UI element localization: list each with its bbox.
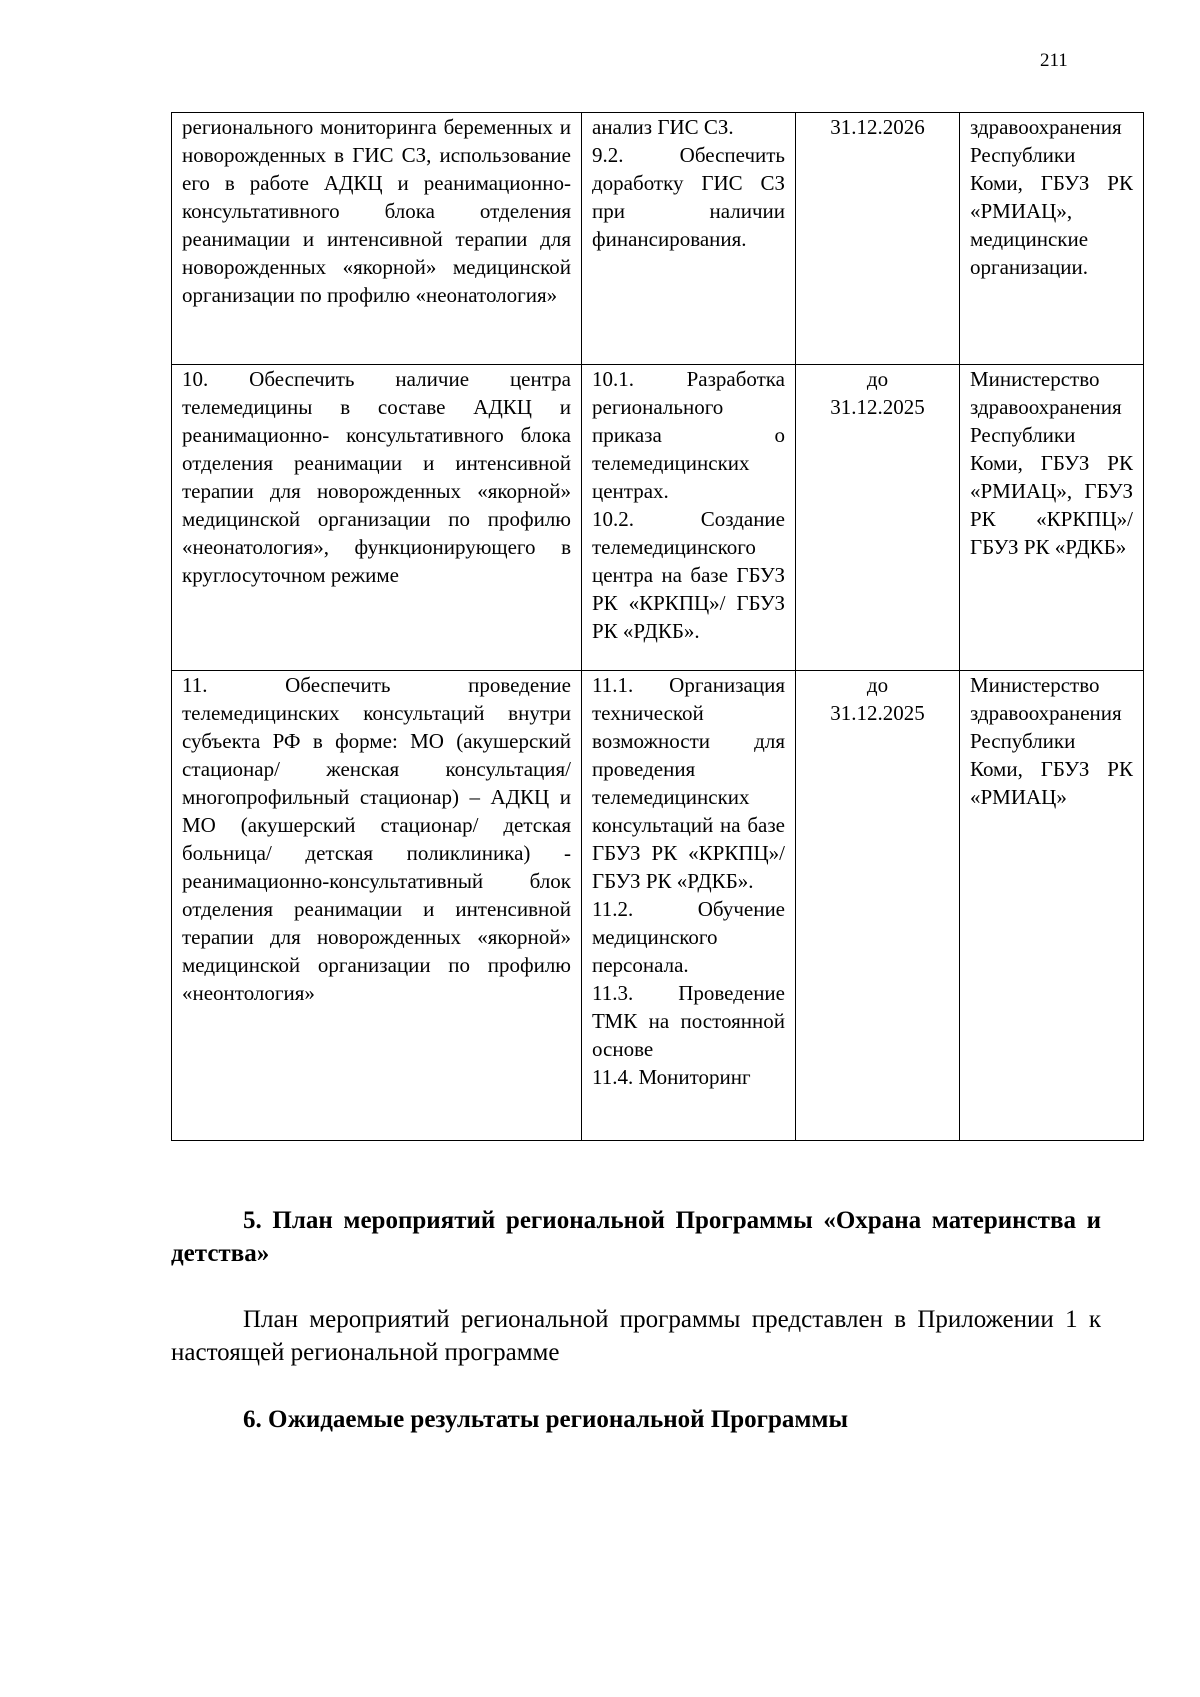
action-item: 11.4. Мониторинг — [592, 1065, 751, 1089]
responsible-cell: здравоохранения Республики Коми, ГБУЗ РК «РМИАЦ», медицинские организации. — [960, 113, 1144, 365]
action-item: 10.1. Разработка регионального приказа о телемедицинских центрах. — [592, 367, 785, 503]
task-cell: 11. Обеспечить проведение телемедицинских консультаций внутри субъекта РФ в форме: МО (акушерский стационар/ женская консультация/ многопрофильный стационар) – АДКЦ и МО (акушерский стационар/ детская больница/ детская поликлиника) - реанимационно-консультативный блок отделения реанимации и интенсивной терапии для новорожденных «якорной» медицинской организации по профилю «неонтология» — [172, 671, 582, 1141]
task-cell: 10. Обеспечить наличие центра телемедицины в составе АДКЦ и реанимационно- консультативного блока отделения реанимации и интенсивной терапии для новорожденных «якорной» медицинской организации по профилю «неонатология», функционирующего в круглосуточном режиме — [172, 365, 582, 671]
measures-table — [171, 112, 1144, 1141]
deadline-prefix: до — [866, 673, 889, 697]
deadline-cell — [796, 365, 960, 671]
action-item: 10.2. Создание телемедицинского центра на базе ГБУЗ РК «КРКПЦ»/ ГБУЗ РК «РДКБ». — [592, 507, 785, 643]
table-row — [172, 113, 1144, 365]
deadline-cell — [796, 671, 960, 1141]
action-item: анализ ГИС СЗ. — [592, 115, 734, 139]
action-item: 11.3. Проведение ТМК на постоянной основе — [592, 981, 785, 1061]
section-5-paragraph: План мероприятий региональной программы представлен в Приложении 1 к настоящей региональной программе — [171, 1306, 1101, 1366]
actions-cell — [582, 671, 796, 1141]
deadline-prefix: до — [866, 367, 889, 391]
actions-cell — [582, 113, 796, 365]
task-cell: регионального мониторинга беременных и новорожденных в ГИС СЗ, использование его в работе АДКЦ и реанимационно-консультативного блока отделения реанимации и интенсивной терапии для новорожденных «якорной» медицинской организации по профилю «неонатология» — [172, 113, 582, 365]
table-row — [172, 365, 1144, 671]
deadline-cell — [796, 113, 960, 365]
deadline-date: 31.12.2025 — [830, 395, 925, 419]
responsible-cell: Министерство здравоохранения Республики Коми, ГБУЗ РК «РМИАЦ» — [960, 671, 1144, 1141]
table-row — [172, 671, 1144, 1141]
deadline-date: 31.12.2025 — [830, 701, 925, 725]
action-item: 11.2. Обучение медицинского персонала. — [592, 897, 785, 977]
deadline-date: 31.12.2026 — [830, 115, 925, 139]
actions-cell — [582, 365, 796, 671]
section-5-heading: 5. План мероприятий региональной Программы «Охрана материнства и детства» — [171, 1207, 1101, 1267]
responsible-cell: Министерство здравоохранения Республики Коми, ГБУЗ РК «РМИАЦ», ГБУЗ РК «КРКПЦ»/ ГБУЗ РК «РДКБ» — [960, 365, 1144, 671]
page-number: 211 — [1040, 50, 1068, 71]
action-item: 9.2. Обеспечить доработку ГИС СЗ при наличии финансирования. — [592, 143, 785, 251]
action-item: 11.1. Организация технической возможности для проведения телемедицинских консультаций на базе ГБУЗ РК «КРКПЦ»/ ГБУЗ РК «РДКБ». — [592, 673, 785, 893]
section-6-heading: 6. Ожидаемые результаты региональной Программы — [243, 1406, 848, 1433]
